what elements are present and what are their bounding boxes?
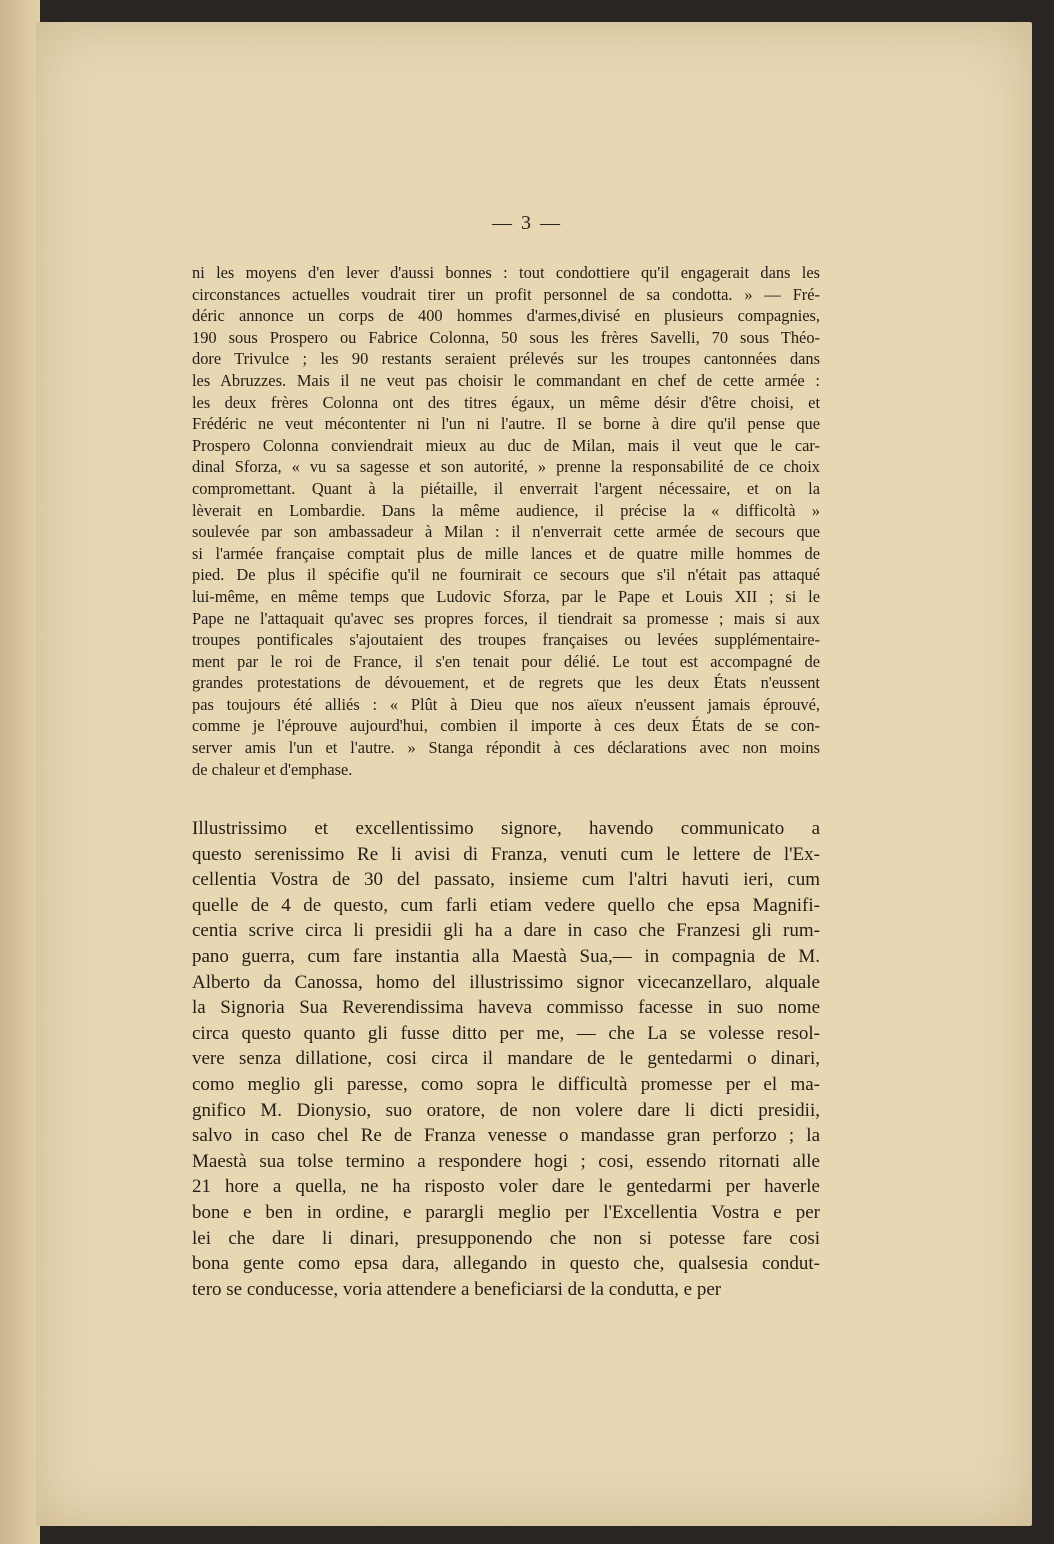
text-line: compromettant. Quant à la piétaille, il enverrait l'argent nécessaire, et on la — [192, 478, 820, 498]
text-line: comme je l'éprouve aujourd'hui, combien il importe à ces deux États de se con- — [192, 716, 820, 736]
text-line: 190 sous Prospero ou Fabrice Colonna, 50 sous les frères Savelli, 70 sous Théo- — [192, 327, 820, 347]
text-line: circonstances actuelles voudrait tirer un profit personnel de sa condotta. » — Fré- — [192, 284, 820, 304]
french-paragraph — [192, 262, 820, 780]
text-line: salvo in caso chel Re de Franza venesse o mandasse gran perforzo ; la — [192, 1125, 820, 1147]
text-line: ment par le roi de France, il s'en tenait pour délié. Le tout est accompagné de — [192, 651, 820, 671]
text-line: Illustrissimo et excellentissimo signore, havendo communicato a — [192, 818, 820, 839]
text-line: vere senza dillatione, cosi circa il mandare de le gentedarmi o dinari, — [192, 1048, 820, 1070]
text-line: bone e ben in ordine, e parargli meglio per l'Excellentia Vostra e per — [192, 1201, 820, 1223]
text-line: centia scrive circa li presidii gli ha a dare in caso che Franzesi gli rum- — [192, 920, 820, 942]
text-line: pas toujours été alliés : « Plût à Dieu que nos aïeux n'eussent jamais éprouvé, — [192, 694, 820, 714]
text-line: pied. De plus il spécifie qu'il ne fournirait ce secours que s'il n'était pas attaqué — [192, 565, 820, 585]
text-line: soulevée par son ambassadeur à Milan : il n'enverrait cette armée de secours que — [192, 522, 820, 542]
text-line: 21 hore a quella, ne ha risposto voler dare le gentedarmi per haverle — [192, 1176, 820, 1198]
text-line: server amis l'un et l'autre. » Stanga répondit à ces déclarations avec non moins — [192, 738, 820, 758]
text-line: bona gente como epsa dara, allegando in questo che, qualsesia condut- — [192, 1253, 820, 1275]
text-line: Alberto da Canossa, homo del illustrissimo signor vicecanzellaro, alquale — [192, 971, 820, 993]
text-line: dore Trivulce ; les 90 restants seraient prélevés sur les troupes cantonnées dans — [192, 349, 820, 369]
text-line: si l'armée française comptait plus de mille lances et de quatre mille hommes de — [192, 543, 820, 563]
text-line: les Abruzzes. Mais il ne veut pas choisir le commandant en chef de cette armée : — [192, 370, 820, 390]
text-line: questo serenissimo Re li avisi di Franza, venuti cum le lettere de l'Ex- — [192, 843, 820, 865]
text-line: lei che dare li dinari, presupponendo che non si potesse fare cosi — [192, 1227, 820, 1249]
text-line: quelle de 4 de questo, cum farli etiam vedere quello che epsa Magnifi- — [192, 894, 820, 916]
text-line: troupes pontificales s'ajoutaient des troupes françaises ou levées supplémentaire- — [192, 630, 820, 650]
text-line: Maestà sua tolse termino a respondere hogi ; cosi, essendo ritornati alle — [192, 1150, 820, 1172]
text-line: Pape ne l'attaquait qu'avec ses propres forces, il tiendrait sa promesse ; mais si aux — [192, 608, 820, 628]
text-line: Frédéric ne veut mécontenter ni l'un ni l'autre. Il se borne à dire qu'il pense que — [192, 414, 820, 434]
text-line: lèverait en Lombardie. Dans la même audience, il précise la « difficoltà » — [192, 500, 820, 520]
text-line: la Signoria Sua Reverendissima haveva commisso facesse in suo nome — [192, 997, 820, 1019]
text-line: circa questo quanto gli fusse ditto per me, — che La se volesse resol- — [192, 1022, 820, 1044]
text-line: les deux frères Colonna ont des titres égaux, un même désir d'être choisi, et — [192, 392, 820, 412]
italian-paragraph — [192, 816, 820, 1302]
text-line: lui-même, en même temps que Ludovic Sforza, par le Pape et Louis XII ; si le — [192, 586, 820, 606]
text-line: de chaleur et d'emphase. — [192, 759, 353, 779]
text-line: tero se conducesse, voria attendere a beneficiarsi de la condutta, e per — [192, 1278, 722, 1300]
text-line: déric annonce un corps de 400 hommes d'armes,divisé en plusieurs compagnies, — [192, 306, 820, 326]
text-line: gnifico M. Dionysio, suo oratore, de non volere dare li dicti presidii, — [192, 1099, 820, 1121]
text-line: dinal Sforza, « vu sa sagesse et son autorité, » prenne la responsabilité de ce choix — [192, 457, 820, 477]
text-line: grandes protestations de dévouement, et de regrets que les deux États n'eussent — [192, 673, 820, 693]
text-line: Prospero Colonna conviendrait mieux au duc de Milan, mais il veut que le car- — [192, 435, 820, 455]
text-line: cellentia Vostra de 30 del passato, insieme cum l'altri havuti ieri, cum — [192, 869, 820, 891]
text-line: ni les moyens d'en lever d'aussi bonnes : tout condottiere qu'il engagerait dans les — [192, 263, 820, 282]
text-line: pano guerra, cum fare instantia alla Maestà Sua,— in compagnia de M. — [192, 945, 820, 967]
text-line: como meglio gli paresse, como sopra le difficultà promesse per el ma- — [192, 1073, 820, 1095]
page-number: — 3 — — [492, 212, 562, 234]
